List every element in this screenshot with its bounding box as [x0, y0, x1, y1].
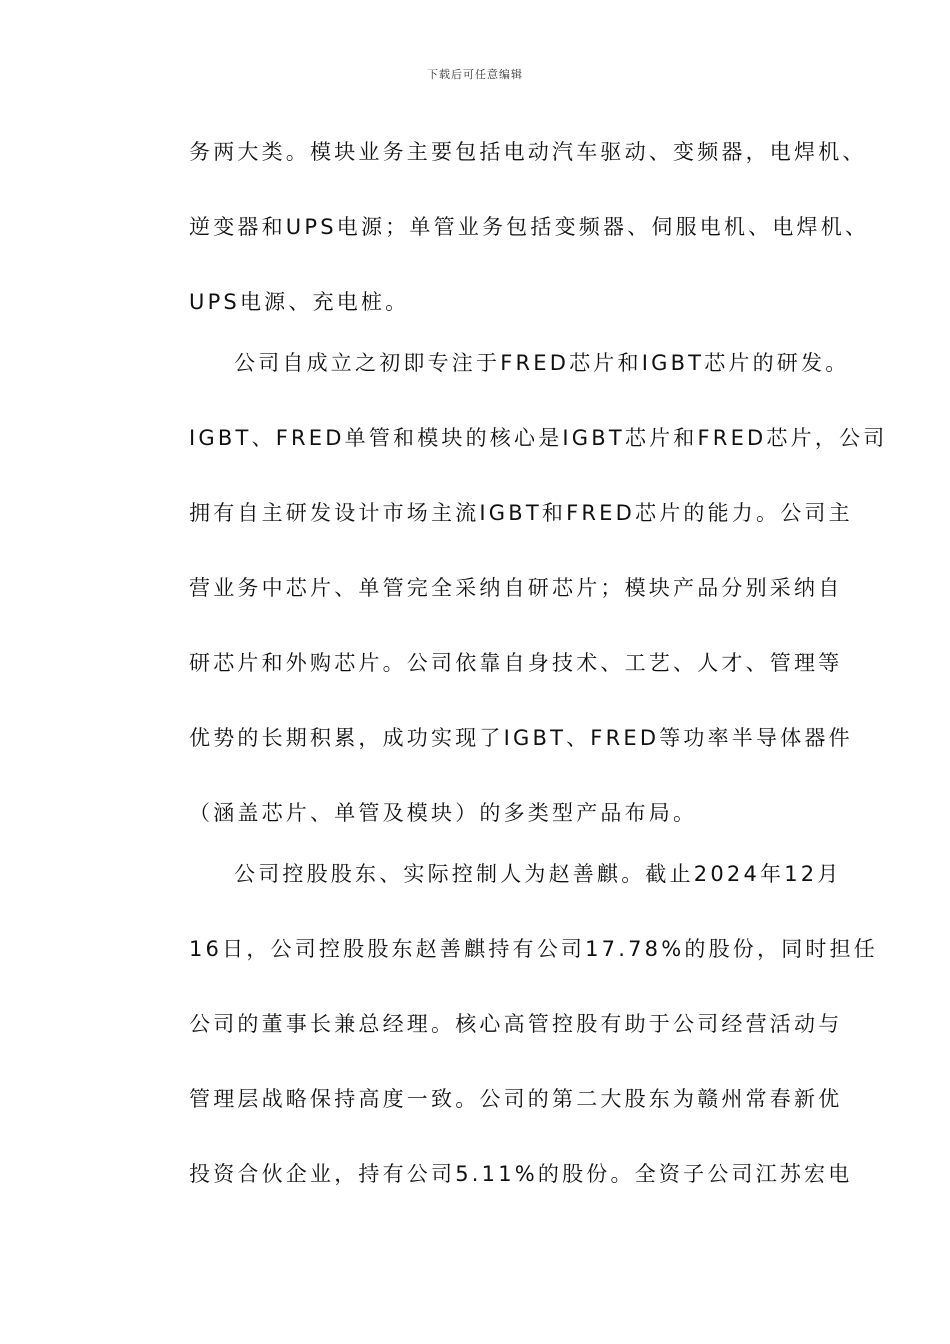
text-line: 营业务中芯片、单管完全采纳自研芯片；模块产品分别采纳自 — [189, 576, 843, 600]
paragraph-start-line: 公司自成立之初即专注于FRED芯片和IGBT芯片的研发。 — [234, 351, 850, 375]
text-line: 研芯片和外购芯片。公司依靠自身技术、工艺、人才、管理等 — [189, 651, 843, 675]
text-line: （涵盖芯片、单管及模块）的多类型产品布局。 — [189, 801, 698, 825]
text-line: 拥有自主研发设计市场主流IGBT和FRED芯片的能力。公司主 — [189, 501, 853, 525]
paragraph-start-line: 公司控股股东、实际控制人为赵善麒。截止2024年12月 — [234, 862, 842, 886]
text-line: 逆变器和UPS电源；单管业务包括变频器、伺服电机、电焊机、 — [189, 215, 870, 239]
text-line: 公司的董事长兼总经理。核心高管控股有助于公司经营活动与 — [189, 1012, 843, 1036]
text-line: 16日，公司控股股东赵善麒持有公司17.78%的股份，同时担任 — [189, 937, 878, 961]
text-line: IGBT、FRED单管和模块的核心是IGBT芯片和FRED芯片，公司 — [189, 426, 888, 450]
text-line: 优势的长期积累，成功实现了IGBT、FRED等功率半导体器件 — [189, 726, 853, 750]
text-line: 务两大类。模块业务主要包括电动汽车驱动、变频器，电焊机、 — [189, 140, 867, 164]
text-line: 管理层战略保持高度一致。公司的第二大股东为赣州常春新优 — [189, 1087, 843, 1111]
page-header-note: 下载后可任意编辑 — [427, 68, 523, 81]
text-line: UPS电源、充电桩。 — [189, 290, 410, 314]
text-line: 投资合伙企业，持有公司5.11%的股份。全资子公司江苏宏电 — [189, 1162, 853, 1186]
